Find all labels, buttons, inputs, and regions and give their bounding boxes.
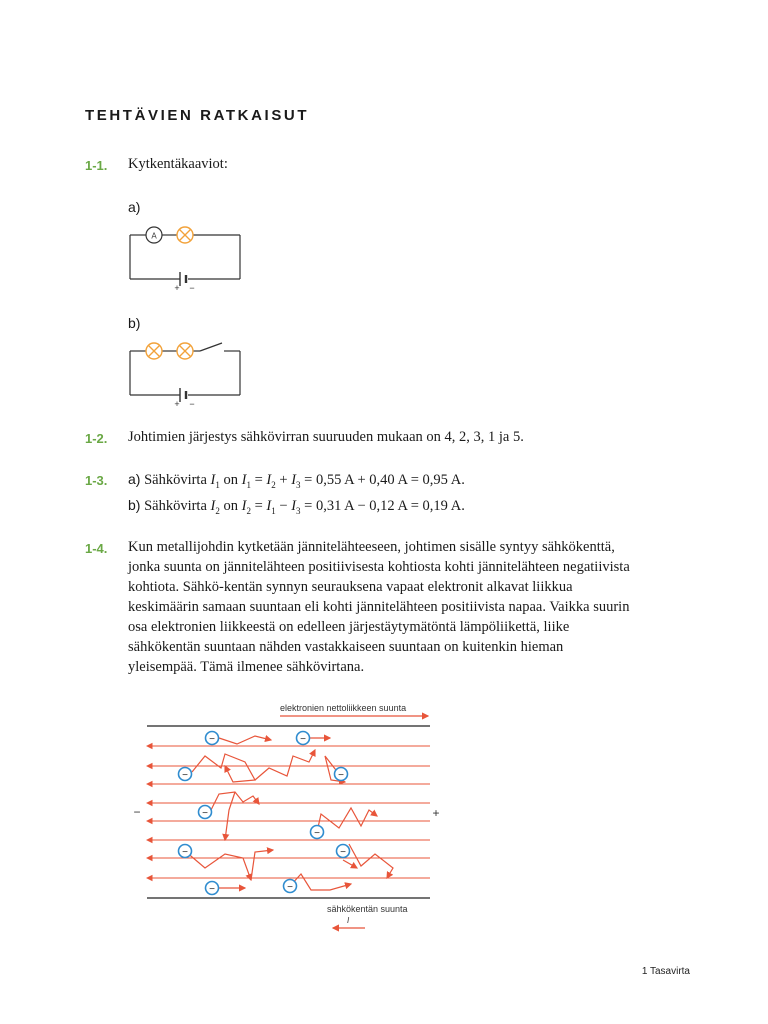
electron-icon [206,732,219,746]
page-title: TEHTÄVIEN RATKAISUT [85,107,310,124]
subscript: 2 [246,505,251,516]
lamp-icon [177,227,193,243]
electron-path [185,851,251,880]
electron-symbol: − [300,734,306,745]
page-footer: 1 Tasavirta [641,966,690,977]
lamp-icon [146,343,162,359]
var-i: I [266,472,272,488]
circuit-diagram-b [120,338,250,410]
current-symbol: I [347,916,350,925]
circuit-b-label: b) [128,315,141,331]
electron-paths [185,736,393,890]
electron-path [251,850,273,880]
electron-symbol: − [287,882,293,893]
paragraph-line: Kun metallijohdin kytketään jännitelähteeseen, johtimen sisälle syntyy sähkökenttä, [128,539,615,555]
electron-symbol: − [182,847,188,858]
var-i: I [291,472,297,488]
equation-result: = 0,55 A + 0,40 A = 0,95 A. [304,472,465,488]
electron-icon [335,768,348,782]
electron-icon [311,826,324,840]
task-1-2-text: Johtimien järjestys sähkövirran suuruuden mukaan on 4, 2, 3, 1 ja 5. [128,429,524,445]
task-number-1-2: 1-2. [85,431,108,446]
field-direction-label: sähkökentän suunta [327,904,408,914]
electron-icon [179,768,192,782]
electron-path [219,736,271,744]
electron-icon [337,845,350,859]
var-i: I [210,498,216,514]
task-1-3-b [128,495,465,521]
lamp-icon [177,343,193,359]
task-1-4-paragraph [128,537,688,677]
circuit-a-label: a) [128,199,141,215]
electron-path [192,754,255,782]
subscript: 2 [215,505,220,516]
paragraph-line: jonka suunta on jännitelähteen positiivisesta kohtiosta kohti jännitelähteen negatiivista [128,559,630,575]
paragraph-line: keskimäärin samaan suuntaan eli kohti jännitelähteen positiivista napaa. Vaikka suurin [128,599,630,615]
var-i: I [241,472,247,488]
electron-icon [284,880,297,894]
subscript: 3 [296,505,301,516]
electron-icon [179,845,192,859]
battery-plus-sign: + [174,283,180,293]
subscript: 1 [246,479,251,490]
battery-minus-sign: − [189,283,195,293]
subscript: 2 [271,479,276,490]
paragraph-line: yleisempää. Tämä ilmenee sähkövirtana. [128,659,365,675]
electron-path [317,808,377,832]
electron-symbol: − [338,770,344,781]
electron-path [211,792,259,810]
electron-drift-figure [125,698,455,938]
electron-symbol: − [340,847,346,858]
field-lines [147,746,430,878]
minus-terminal-label: − [133,805,141,819]
paragraph-line: sähkökentän suuntaan nähden vastakkaiseen suuntaan on kuitenkin hieman [128,639,564,655]
electron-path [343,860,357,868]
equation-result: = 0,31 A − 0,12 A = 0,19 A. [304,498,465,514]
paragraph-line: osa elektronien liikkeestä on edelleen järjestäytymätöntä lämpöliikettä, liike [128,619,570,635]
battery-minus-sign: − [189,399,195,409]
subscript: 3 [296,479,301,490]
electron-symbol: − [202,808,208,819]
subscript: 1 [271,505,276,516]
electrons [179,732,350,896]
ammeter-icon [146,227,162,243]
task-1-1-intro: Kytkentäkaaviot: [128,156,228,172]
electron-symbol: − [209,734,215,745]
plus-terminal-label: + [432,806,440,820]
task-number-1-1: 1-1. [85,158,108,173]
operator: + [279,472,288,488]
electron-path [255,750,315,780]
var-i: I [210,472,216,488]
electron-symbol: − [209,884,215,895]
net-motion-label: elektronien nettoliikkeen suunta [280,703,407,713]
operator: = [254,472,263,488]
electron-path [290,874,351,890]
ammeter-symbol: A [151,231,157,241]
circuit-diagram-a [120,222,250,294]
electron-symbol: − [314,828,320,839]
task-1-3-a [128,469,465,495]
electron-path [349,844,393,878]
paragraph-line: kohtiota. Sähkö-kentän synnyn seurauksena vapaat elektronit alkavat liikkua [128,579,573,595]
var-i: I [241,498,247,514]
var-i: I [266,498,272,514]
text-word: Sähkövirta [144,472,207,488]
subscript: 1 [215,479,220,490]
battery-plus-sign: + [174,399,180,409]
text-word: Sähkövirta [144,498,207,514]
electron-path [225,792,235,840]
text-word: on [223,472,238,488]
task-1-3-b-label: b) [128,497,141,513]
electron-icon [297,732,310,746]
electron-symbol: − [182,770,188,781]
electron-icon [199,806,212,820]
task-1-3-a-label: a) [128,471,141,487]
task-number-1-3: 1-3. [85,473,108,488]
operator: − [279,498,288,514]
text-word: on [223,498,238,514]
electron-icon [206,882,219,896]
operator: = [254,498,263,514]
task-number-1-4: 1-4. [85,541,108,556]
var-i: I [291,498,297,514]
